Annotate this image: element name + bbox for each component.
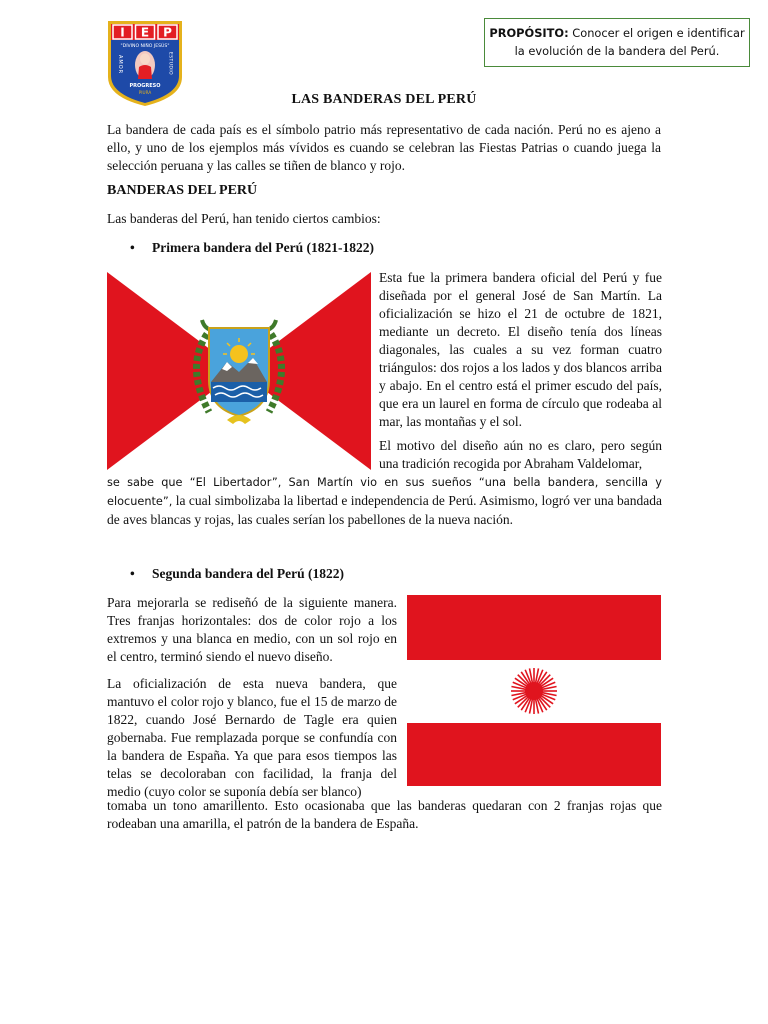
san-martin-quote: se sabe que “El Libertador”, San Martín vio en sus sueños “una bella bandera, sencilla y elocuente”, [107, 476, 662, 508]
bullet-icon: • [130, 240, 135, 255]
logo-word-estudio: ESTUDIO [167, 52, 173, 76]
logo-motto: "DIVINO NIÑO JESÚS" [120, 44, 170, 49]
changes-paragraph: Las banderas del Perú, han tenido ciertos cambios: [107, 211, 381, 226]
purpose-label: PROPÓSITO: [489, 26, 569, 40]
first-flag-paragraph-1: Esta fue la primera bandera oficial del Perú y fue diseñada por el general José de San Martín. La oficialización se hizo el 21 de octubre de 1821, mediante un decreto. El diseño tenía dos líneas diagonales, las cuales a su vez forman cuatro triángulos: dos rojos a los lados y dos blancos arriba y abajo. En el centro está el primer escudo del país, que era un laurel en forma de círculo que rodeaba al mar, las montañas y el sol. [379, 270, 662, 429]
first-flag-paragraph-2-end: la cual simbolizaba la libertad e independencia de Perú. Asimismo, logró ver una bandada de aves blancas y rojas, las cuales serían los pabellones de la nueva nación. [107, 493, 662, 527]
second-flag-paragraph-1: Para mejorarla se rediseñó de la siguiente manera. Tres franjas horizontales: dos de color rojo a los extremos y una blanca en medio, con un sol rojo en el centro, terminó siendo el nuevo diseño. [107, 595, 397, 664]
second-flag-paragraph-2-end: tomaba un tono amarillento. Esto ocasionaba que las banderas quedaran con 2 franjas rojas que rodeaban una amarilla, el patrón de la bandera de España. [107, 798, 662, 831]
page-title: LAS BANDERAS DEL PERÚ [291, 92, 477, 107]
bullet-icon: • [130, 566, 135, 581]
logo-word-amor: AMOR [117, 55, 123, 75]
purpose-box [484, 18, 750, 67]
logo-word-piura: PIURA [138, 90, 152, 95]
coat-of-arms-icon [209, 328, 269, 416]
first-flag-paragraph-2-cont [107, 473, 662, 529]
first-flag-heading-text: Primera bandera del Perú (1821-1822) [152, 240, 374, 255]
logo-letter-e: E [140, 25, 150, 40]
intro-paragraph: La bandera de cada país es el símbolo patrio más representativo de cada nación. Perú no es ajeno a ello, y uno de los ejemplos más vívidos es cuando se celebran las Fiestas Patrias o cuando juega la selección peruana y las calles se tiñen de blanco y rojo. [107, 122, 661, 173]
red-sun-icon [511, 668, 557, 714]
second-flag-heading [130, 566, 344, 582]
first-flag-paragraph-2-start: El motivo del diseño aún no es claro, pero según una tradición recogida por Abraham Valdelomar, [379, 438, 662, 471]
section-heading: BANDERAS DEL PERÚ [107, 183, 258, 198]
second-flag-paragraph-2-start: La oficialización de esta nueva bandera, que mantuvo el color rojo y blanco, fue el 15 de marzo de 1822, cuando José Bernardo de Tagle era quien gobernaba. Fue remplazada porque se confundía con la bandera de España. Ya que para esos tiempos las telas se decoloraban con facilidad, la franja del medio (cuyo color se suponía debía ser blanco) [107, 676, 397, 799]
second-flag-heading-text: Segunda bandera del Perú (1822) [152, 566, 345, 581]
first-flag-image [107, 272, 371, 470]
logo-letter-i: I [120, 25, 125, 40]
logo-word-progreso: PROGRESO [129, 83, 161, 89]
second-flag-image [407, 595, 661, 786]
logo-letter-p: P [163, 25, 172, 40]
purpose-text: Conocer el origen e identificar la evolución de la bandera del Perú. [514, 26, 745, 58]
first-flag-heading [130, 240, 374, 256]
